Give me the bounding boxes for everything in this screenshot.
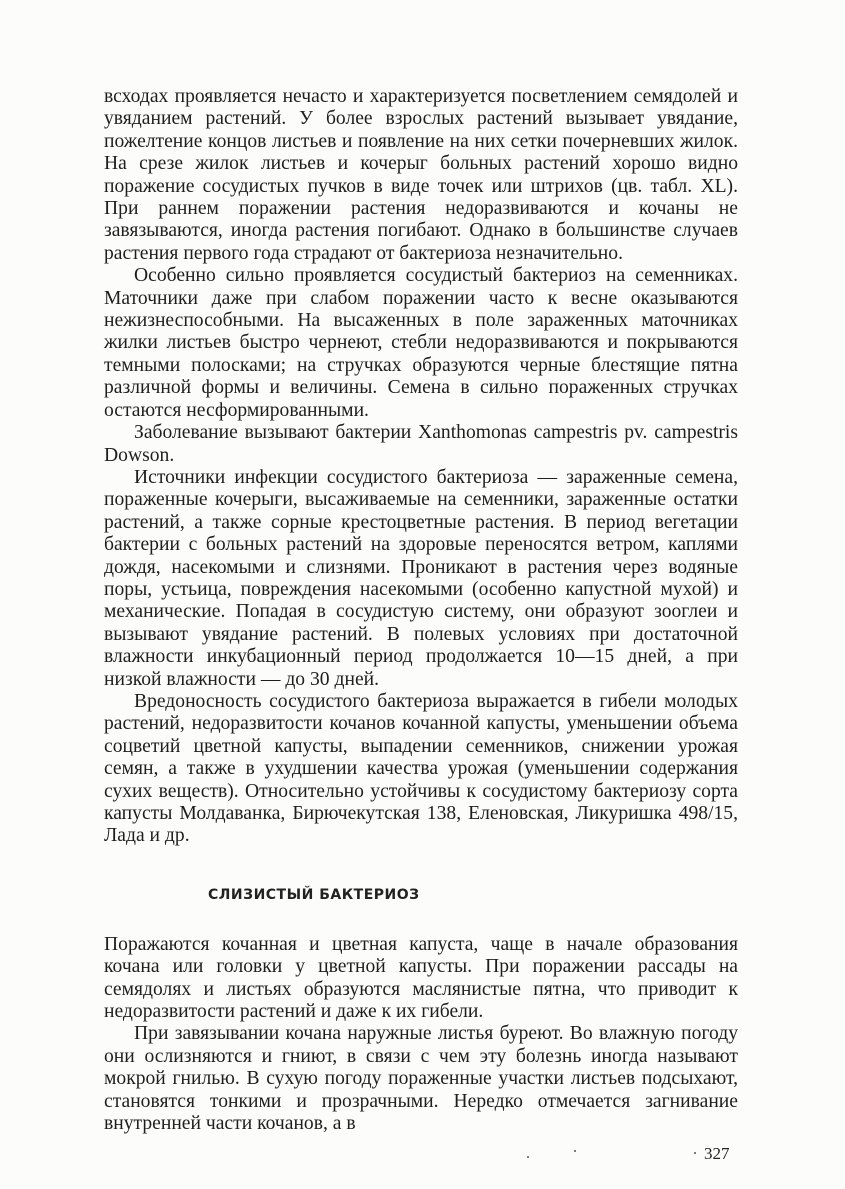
paragraph-seed-plants: Особенно сильно проявляется сосудистый бактериоз на семенниках. Маточники даже при слабом поражении часто к весне оказываются нежизнеспособными. На высаженных в поле зараженных маточниках жилки листьев быстро чернеют, стебли недоразвиваются и покрываются темными полосками; на стручках образуются черные блестящие пятна различной формы и величины. Семена в сильно пораженных стручках остаются несформированными. <box>104 265 738 421</box>
print-speck <box>574 1150 576 1152</box>
paragraph-mucous-intro: Поражаются кочанная и цветная капуста, чаще в начале образования кочана или головки у цветной капусты. При поражении рассады на семядолях и листьях образуются маслянистые пятна, что приводит к недоразвитости растений и даже к их гибели. <box>104 933 738 1023</box>
print-speck <box>527 1156 529 1158</box>
paragraph-infection-sources: Источники инфекции сосудистого бактериоза — зараженные семена, пораженные кочерыги, высаживаемые на семенники, зараженные остатки растений, а также сорные крестоцветные растения. В период вегетации бактерии с больных растений на здоровые переносятся ветром, каплями дождя, насекомыми и слизнями. Проникают в растения через водяные поры, устьица, повреждения насекомыми (особенно капустной мухой) и механические. Попадая в сосудистую систему, они образуют зооглеи и вызывают увядание растений. В полевых условиях при достаточной влажности инкубационный период продолжается 10—15 дней, а при низкой влажности — до 30 дней. <box>104 466 738 690</box>
print-speck <box>694 1152 696 1154</box>
paragraph-continued: всходах проявляется нечасто и характеризуется посветлением семядолей и увяданием растений. У более взрослых растений вызывает увядание, пожелтение концов листьев и появление на них сетки почерневших жилок. На срезе жилок листьев и кочерыг больных растений хорошо видно поражение сосудистых пучков в виде точек или штрихов (цв. табл. XL). При раннем поражении растения недоразвиваются и кочаны не завязываются, иногда растения погибают. Однако в большинстве случаев растения первого года страдают от бактериоза незначительно. <box>104 86 738 264</box>
paragraph-pathogen: Заболевание вызывают бактерии Xanthomonas campestris pv. campestris Dowson. <box>104 422 738 466</box>
paragraph-harmfulness: Вредоносность сосудистого бактериоза выражается в гибели молодых растений, недоразвитости кочанов кочанной капусты, уменьшении объема соцветий цветной капусты, выпадении семенников, снижении урожая семян, а также в ухудшении качества урожая (уменьшении содержания сухих веществ). Относительно устойчивы к сосудистому бактериозу сорта капусты Молдаванка, Бирючекутская 138, Еленовская, Ликуришка 498/15, Лада и др. <box>104 690 738 847</box>
paragraph-mucous-symptoms: При завязывании кочана наружные листья буреют. Во влажную погоду они ослизняются и гниют, в связи с чем эту болезнь иногда называют мокрой гнилью. В сухую погоду пораженные участки листьев подсыхают, становятся тонкими и прозрачными. Нередко отмечается загнивание внутренней части кочанов, а в <box>104 1023 738 1135</box>
text-column <box>104 86 738 1135</box>
page-number: 327 <box>704 1144 730 1163</box>
section-heading: СЛИЗИСТЫЙ БАКТЕРИОЗ <box>208 886 420 903</box>
